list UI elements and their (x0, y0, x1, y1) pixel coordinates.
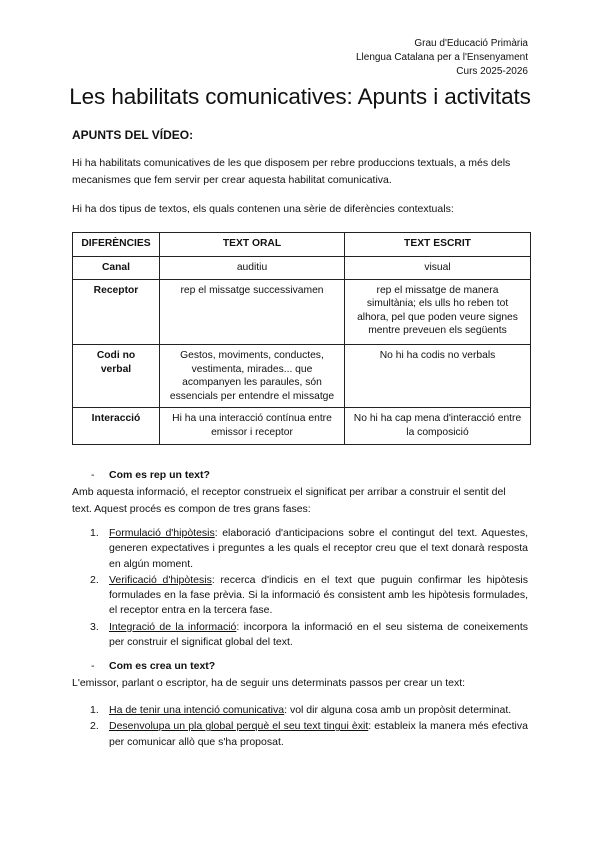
create-steps-list (72, 703, 528, 751)
table-row-header: Codi no verbal (73, 344, 160, 407)
list-term: Desenvolupa un pla global perquè el seu text tingui èxit (109, 720, 369, 733)
list-term: Formulació d'hipòtesis (109, 527, 215, 539)
bullet-dash: - (91, 469, 95, 481)
table-intro-paragraph: Hi ha dos tipus de textos, els quals contenen una sèrie de diferències contextuals: (72, 203, 454, 215)
list-number: 3. (90, 620, 99, 633)
list-term: Ha de tenir una intenció comunicativa (109, 704, 285, 716)
list-text: : elaboració d'anticipacions sobre el contingut del text. Aquestes, generen expectatives i preguntes a les quals el receptor creu que el text donarà resposta en algún moment. (109, 527, 528, 570)
list-text: : recerca d'indicis en el text que puguin confirmar les hipòtesis formulades en la fase prèvia. Si la informació és consistent amb les hipòtesis formulades, el receptor entra en la tercera fase. (109, 573, 528, 617)
list-number: 1. (90, 704, 99, 716)
list-number: 1. (90, 527, 99, 539)
table-cell: Hi ha una interacció contínua entre emissor i receptor (160, 408, 345, 444)
list-item (72, 573, 528, 619)
table-row (73, 344, 531, 407)
list-text: : vol dir alguna cosa amb un propòsit determinat. (284, 704, 512, 716)
table-cell: Gestos, moviments, conductes, vestimenta, mirades... que acompanyen les paraules, són essencials per entendre el missatge (160, 344, 345, 407)
document-header (356, 37, 528, 80)
table-cell: No hi ha codis no verbals (345, 344, 531, 407)
table-header-cell: DIFERÈNCIES (73, 233, 160, 257)
table-header-row (73, 233, 531, 257)
list-term: Integració de la informació (109, 620, 237, 633)
intro-paragraph: Hi ha habilitats comunicatives de les que disposem per rebre produccions textuals, a més dels mecanismes que fem servir per crear aquesta habilitat comunicativa. (72, 157, 511, 186)
table-cell: visual (345, 257, 531, 280)
bullet-question: Com es rep un text? (109, 469, 210, 481)
table-row-header: Receptor (73, 279, 160, 344)
receive-paragraph: Amb aquesta informació, el receptor construeix el significat per arribar a construir el sentit del text. Aquest procés es compon de tres grans fases: (72, 486, 506, 515)
list-text: : incorpora la informació en el seu sistema de coneixements per construir el significat global del text. (109, 620, 528, 649)
list-number: 2. (90, 573, 99, 586)
receive-phases-list (72, 526, 528, 651)
table-row (73, 408, 531, 444)
table-cell: No hi ha cap mena d'interacció entre la composició (345, 408, 531, 444)
bullet-dash: - (91, 660, 95, 672)
table-cell: rep el missatge successivamen (160, 279, 345, 344)
differences-table (72, 232, 531, 445)
table-row (73, 279, 531, 344)
bullet-question: Com es crea un text? (109, 660, 216, 672)
table-row-header: Canal (73, 257, 160, 280)
list-term: Verificació d'hipòtesis (109, 573, 212, 586)
list-text: : estableix la manera més efectiva per comunicar allò que s'ha proposat. (109, 720, 528, 748)
section-heading: APUNTS DEL VÍDEO: (72, 128, 194, 142)
list-item (72, 719, 528, 750)
table-header-cell: TEXT ESCRIT (345, 233, 531, 257)
table-cell: rep el missatge de manera simultània; els ulls ho reben tot alhora, pel que poden veure signes mentre preveuen els següents (345, 279, 531, 344)
page-title: Les habilitats comunicatives: Apunts i activitats (69, 84, 531, 109)
table-row (73, 257, 531, 280)
table-row-header: Interacció (73, 408, 160, 444)
header-degree: Grau d'Educació Primària (414, 38, 528, 49)
list-item (72, 703, 528, 718)
list-item (72, 620, 528, 651)
list-item (72, 526, 528, 572)
header-course-subject: Llengua Catalana per a l'Ensenyament (355, 52, 528, 64)
list-number: 2. (90, 720, 99, 733)
table-cell: auditiu (160, 257, 345, 280)
header-academic-year: Curs 2025-2026 (456, 66, 528, 78)
create-paragraph: L'emissor, parlant o escriptor, ha de seguir uns determinats passos per crear un text: (72, 677, 466, 689)
table-header-cell: TEXT ORAL (160, 233, 345, 257)
